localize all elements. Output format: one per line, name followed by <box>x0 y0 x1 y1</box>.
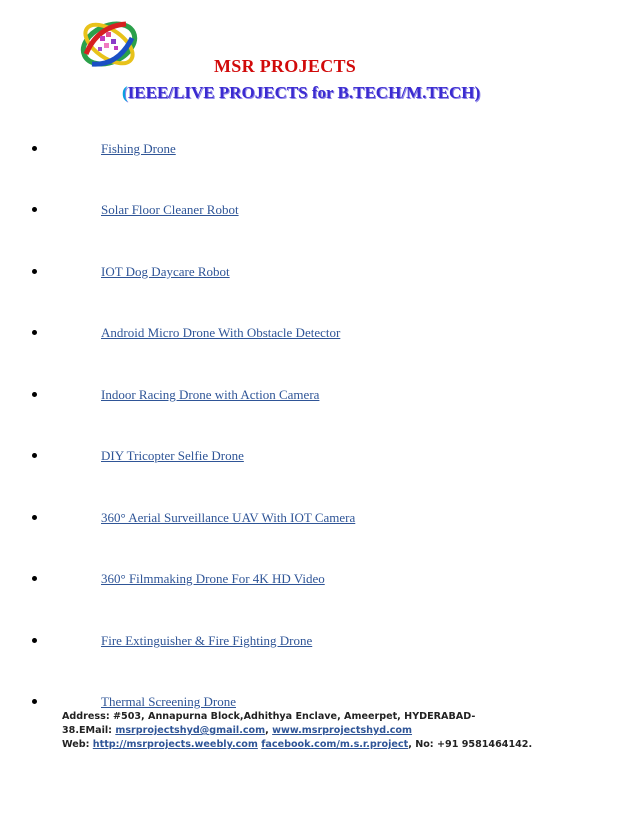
project-link[interactable]: 360° Filmmaking Drone For 4K HD Video <box>101 571 325 586</box>
project-link[interactable]: Android Micro Drone With Obstacle Detector <box>101 325 341 340</box>
list-item <box>0 384 600 406</box>
list-item <box>0 261 600 283</box>
contact-footer <box>62 710 582 752</box>
page-title: MSR PROJECTS <box>214 56 357 76</box>
project-link[interactable]: DIY Tricopter Selfie Drone <box>101 448 244 463</box>
bullet-icon <box>32 207 37 212</box>
facebook-link[interactable]: facebook.com/m.s.r.project <box>261 739 409 750</box>
phone-text: , No: +91 9581464142. <box>408 739 533 750</box>
bullet-icon <box>32 453 37 458</box>
separator: , <box>265 725 273 736</box>
bullet-icon <box>32 699 37 704</box>
email-prefix: 38.EMail: <box>62 725 116 736</box>
list-item <box>0 507 600 529</box>
email-link[interactable]: msrprojectshyd@gmail.com <box>115 725 266 736</box>
bullet-icon <box>32 515 37 520</box>
web-prefix: Web: <box>62 739 93 750</box>
website-link[interactable]: www.msrprojectshyd.com <box>272 725 413 736</box>
subtitle-open-paren: ( <box>122 83 128 102</box>
project-link[interactable]: Fire Extinguisher & Fire Fighting Drone <box>101 633 313 648</box>
list-item <box>0 630 600 652</box>
bullet-icon <box>32 576 37 581</box>
list-item <box>0 138 600 160</box>
bullet-icon <box>32 146 37 151</box>
list-item <box>0 445 600 467</box>
project-link[interactable]: Fishing Drone <box>101 141 176 156</box>
list-item <box>0 322 600 344</box>
subtitle-text: IEEE/LIVE PROJECTS for B.TECH/M.TECH) <box>127 83 481 102</box>
msr-logo-icon <box>78 14 140 74</box>
project-link[interactable]: IOT Dog Daycare Robot <box>101 264 230 279</box>
project-link[interactable]: 360° Aerial Surveillance UAV With IOT Camera <box>101 510 356 525</box>
email-line <box>62 724 582 738</box>
project-link[interactable]: Solar Floor Cleaner Robot <box>101 202 239 217</box>
bullet-icon <box>32 269 37 274</box>
list-item <box>0 568 600 590</box>
page-subtitle <box>122 83 480 103</box>
bullet-icon <box>32 330 37 335</box>
bullet-icon <box>32 638 37 643</box>
project-link[interactable]: Thermal Screening Drone <box>101 694 237 709</box>
web-line <box>62 738 582 752</box>
project-link[interactable]: Indoor Racing Drone with Action Camera <box>101 387 320 402</box>
list-item <box>0 199 600 221</box>
weebly-link[interactable]: http://msrprojects.weebly.com <box>92 739 258 750</box>
address-line: Address: #503, Annapurna Block,Adhithya Enclave, Ameerpet, HYDERABAD- <box>62 711 476 722</box>
bullet-icon <box>32 392 37 397</box>
